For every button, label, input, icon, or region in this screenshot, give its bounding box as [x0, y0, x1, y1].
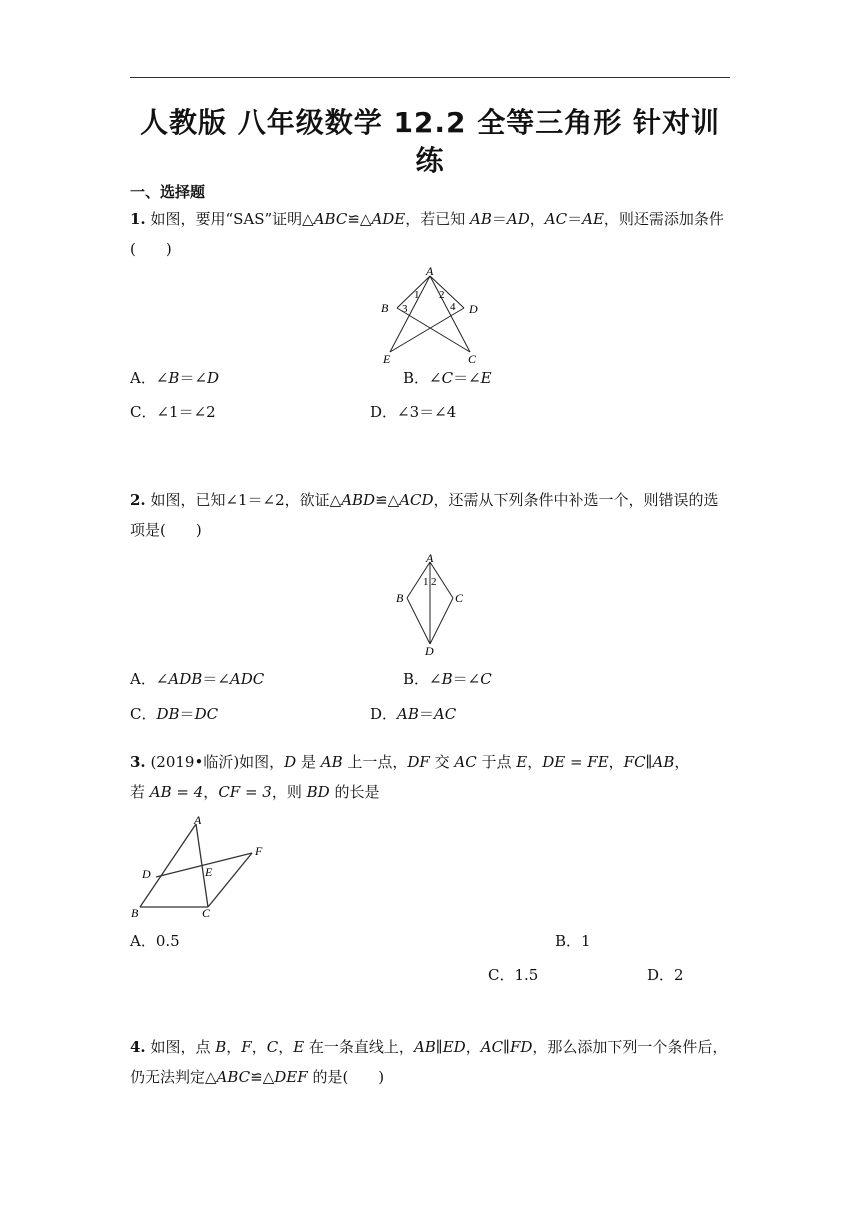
q1-text-g: ，则还需添加条件( ): [130, 210, 724, 258]
question-1-text: [130, 204, 730, 264]
segment-bc: [397, 308, 470, 352]
option-mid: ＝: [418, 705, 434, 723]
question-3-text: [130, 747, 730, 807]
q3-option-a: [130, 930, 180, 951]
option-pre: ∠: [429, 369, 442, 387]
option-mid: ＝∠: [453, 369, 481, 387]
header-rule: [130, 77, 730, 78]
option-letter: C．: [130, 705, 157, 723]
label-d: D: [469, 302, 478, 316]
q3-s13: FC∥AB: [623, 753, 675, 771]
option-mid: ＝∠: [179, 369, 208, 387]
question-number: 4.: [130, 1038, 146, 1056]
q3-s4: 上一点，: [342, 753, 408, 771]
q1-m2: ADE: [371, 210, 406, 228]
angle-label-3: 3: [402, 303, 408, 315]
question-number: 3.: [130, 753, 146, 771]
q4-r: ABC: [216, 1068, 251, 1086]
q3-l2a: 若: [130, 783, 150, 801]
q2-option-a: [130, 668, 264, 689]
question-2-text: [130, 485, 730, 545]
q4-g: ，: [278, 1038, 294, 1056]
q4-n: AC: [480, 1038, 504, 1056]
q2-option-d: [370, 703, 456, 724]
question-4-text: [130, 1032, 730, 1092]
q3-l2b: AB = 4: [149, 783, 204, 801]
option-letter: B．: [555, 932, 582, 950]
option-v2: DC: [194, 705, 219, 723]
option-letter: D．: [647, 966, 675, 984]
q3-l2g: 的长是: [329, 783, 380, 801]
page-title: [130, 104, 730, 180]
question-number: 2.: [130, 491, 146, 509]
label-a: A: [194, 813, 202, 827]
q3-l2e: ，则: [271, 783, 307, 801]
option-v1: ADB: [168, 670, 203, 688]
option-pre: ∠: [429, 670, 442, 688]
label-e: E: [383, 352, 391, 366]
question-3-figure: [128, 812, 278, 922]
q2-option-c: [130, 703, 218, 724]
label-e: E: [205, 865, 213, 879]
q3-option-d: [647, 964, 684, 985]
label-d: D: [142, 867, 151, 881]
q3-line-1: [130, 747, 730, 777]
q3-s2: 是: [296, 753, 321, 771]
q1-text-d: ＝: [491, 210, 507, 228]
option-mid: ＝: [179, 705, 195, 723]
option-letter: D．: [370, 403, 398, 421]
question-number: 1.: [130, 210, 146, 228]
option-text: ∠3＝∠4: [397, 403, 457, 421]
angle-label-1: 1: [414, 289, 420, 301]
q4-o: ∥: [503, 1038, 510, 1056]
option-v2: D: [207, 369, 220, 387]
label-b: B: [131, 906, 139, 920]
label-c: C: [202, 906, 211, 920]
q4-t: DEF: [274, 1068, 308, 1086]
q1-text-b: ≌△: [347, 210, 372, 228]
section-heading: 一、选择题: [130, 183, 206, 201]
q4-j: AB: [413, 1038, 436, 1056]
q2-text-a: 如图，已知∠1＝∠2，欲证△: [145, 491, 342, 509]
option-letter: C．: [130, 403, 157, 421]
option-letter: A．: [130, 932, 156, 950]
q2-m1: ABD: [341, 491, 376, 509]
q1-option-a: [130, 367, 219, 388]
option-v2: ADC: [229, 670, 265, 688]
option-v1: C: [441, 369, 454, 387]
option-text: 1.5: [514, 966, 539, 984]
question-2-figure: [392, 552, 472, 657]
segment-bd: [407, 598, 430, 644]
q1-text-c: ，若已知: [405, 210, 471, 228]
option-pre: ∠: [155, 369, 169, 387]
q1-text-a: 如图，要用“SAS”证明△: [145, 210, 314, 228]
q4-q: ，那么添加下列一个条件后，仍无法判定△: [130, 1038, 728, 1086]
option-text: ∠1＝∠2: [156, 403, 216, 421]
q3-s7: AC: [454, 753, 477, 771]
angle-label-2: 2: [439, 289, 445, 301]
q1-option-b: [403, 367, 492, 388]
option-v1: B: [441, 670, 453, 688]
option-letter: B．: [403, 670, 430, 688]
q1-m1: ABC: [313, 210, 348, 228]
q3-s1: D: [284, 753, 297, 771]
segment-df: [156, 853, 252, 877]
angle-label-1: 1: [423, 576, 429, 588]
q3-s8: 于点: [476, 753, 517, 771]
q3-option-b: [555, 930, 591, 951]
option-v2: E: [480, 369, 492, 387]
segment-ad: [430, 276, 464, 308]
q4-p: FD: [509, 1038, 533, 1056]
q3-option-c: [488, 964, 538, 985]
q3-line-2: [130, 777, 730, 807]
q1-option-c: [130, 401, 216, 422]
label-b: B: [381, 301, 389, 315]
q3-s12: ，: [608, 753, 624, 771]
q3-s6: 交: [429, 753, 455, 771]
q3-l2f: BD: [306, 783, 330, 801]
option-letter: A．: [130, 369, 156, 387]
q3-s3: AB: [320, 753, 343, 771]
q3-s14: ，: [674, 753, 690, 771]
label-d: D: [425, 644, 434, 657]
q4-i: 在一条直线上，: [304, 1038, 414, 1056]
q3-s10: ，: [527, 753, 543, 771]
q4-u: 的是( ): [307, 1068, 385, 1086]
q3-l2d: CF = 3: [218, 783, 272, 801]
option-pre: ∠: [155, 670, 169, 688]
option-v1: B: [168, 369, 180, 387]
angle-label-2: 2: [431, 576, 437, 588]
option-letter: C．: [488, 966, 515, 984]
q1-text-f: ＝: [567, 210, 583, 228]
label-c: C: [455, 591, 464, 605]
label-b: B: [396, 591, 404, 605]
q3-s9: E: [516, 753, 528, 771]
segment-ab: [140, 824, 196, 907]
q2-m2: ACD: [399, 491, 434, 509]
q1-m3: AB: [470, 210, 492, 228]
q1-m6: AE: [582, 210, 604, 228]
segment-fc: [208, 853, 252, 907]
q1-m5: AC: [544, 210, 568, 228]
option-v1: DB: [156, 705, 180, 723]
q4-f: C: [266, 1038, 279, 1056]
label-a: A: [426, 264, 434, 278]
q4-b: B: [215, 1038, 227, 1056]
q4-d: F: [241, 1038, 252, 1056]
angle-label-4: 4: [450, 301, 456, 313]
option-text: 0.5: [155, 932, 180, 950]
option-letter: A．: [130, 670, 156, 688]
q4-c: ，: [226, 1038, 242, 1056]
option-mid: ＝∠: [202, 670, 230, 688]
segment-cd: [430, 598, 453, 644]
label-c: C: [468, 352, 477, 366]
option-v1: AB: [397, 705, 419, 723]
q3-s11: DE = FE: [542, 753, 609, 771]
label-a: A: [426, 552, 434, 565]
title-line-1: 人教版 八年级数学 12.2 全等三角形 针对训: [139, 106, 721, 139]
option-letter: B．: [403, 369, 430, 387]
q1-m4: AD: [506, 210, 530, 228]
q4-h: E: [293, 1038, 305, 1056]
q3-s5: DF: [407, 753, 430, 771]
q3-l2c: ，: [203, 783, 219, 801]
q4-e: ，: [251, 1038, 267, 1056]
q4-s: ≌△: [250, 1068, 275, 1086]
question-1-figure: [370, 264, 500, 366]
q3-s0: (2019•临沂)如图，: [145, 753, 285, 771]
q4-k: ∥: [435, 1038, 443, 1056]
q4-m: ，: [465, 1038, 481, 1056]
q1-text-e: ，: [529, 210, 545, 228]
q4-a: 如图，点: [145, 1038, 216, 1056]
option-v2: C: [480, 670, 492, 688]
option-letter: D．: [370, 705, 398, 723]
title-line-2: 练: [415, 144, 445, 177]
q2-text-b: ≌△: [375, 491, 400, 509]
q1-option-d: [370, 401, 456, 422]
q2-text-c: ，还需从下列条件中补选一个，则错误的选项是( ): [130, 491, 719, 539]
option-text: 2: [674, 966, 684, 984]
option-v2: AC: [433, 705, 457, 723]
q4-l: ED: [442, 1038, 466, 1056]
option-mid: ＝∠: [452, 670, 481, 688]
option-text: 1: [581, 932, 591, 950]
label-f: F: [255, 844, 263, 858]
segment-ac: [430, 276, 470, 352]
q2-option-b: [403, 668, 492, 689]
